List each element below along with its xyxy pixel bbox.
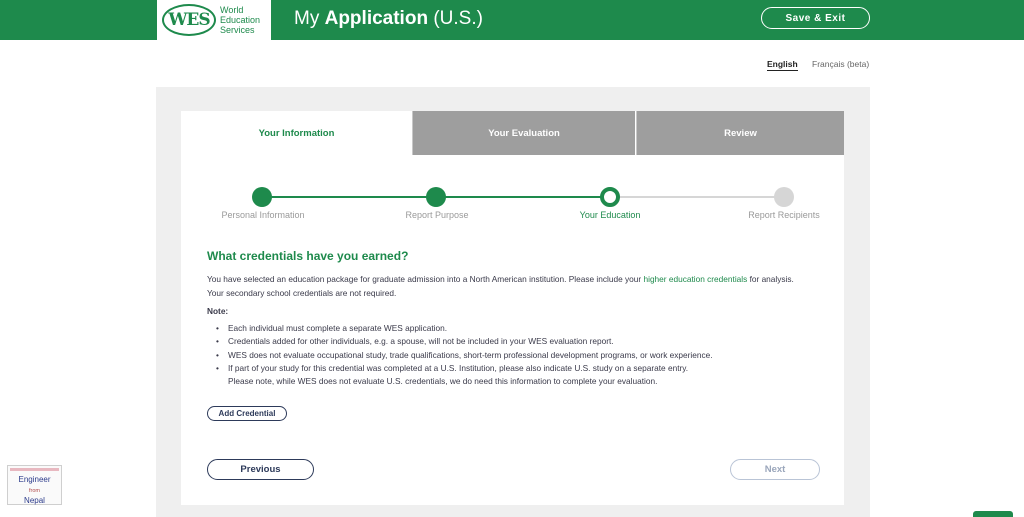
logo-line-1: World bbox=[220, 5, 244, 15]
title-prefix: My bbox=[294, 8, 320, 29]
tab-review[interactable]: Review bbox=[636, 111, 844, 155]
step-dot-report-purpose[interactable] bbox=[426, 187, 446, 207]
tab-your-evaluation[interactable]: Your Evaluation bbox=[412, 111, 635, 155]
top-header bbox=[0, 0, 1024, 40]
list-item: • WES does not evaluate occupational study, trade qualifications, short-term professional development programs, or work experience. bbox=[215, 349, 825, 362]
title-bold: Application bbox=[324, 8, 429, 29]
watermark-line-3: Nepal bbox=[24, 496, 45, 505]
list-item bbox=[215, 362, 825, 389]
previous-button[interactable]: Previous bbox=[207, 459, 314, 480]
tab-your-information[interactable]: Your Information bbox=[181, 111, 412, 155]
step-dot-report-recipients bbox=[774, 187, 794, 207]
logo-line-2: Education bbox=[220, 15, 261, 25]
engineer-from-nepal-watermark bbox=[7, 465, 62, 505]
help-tab[interactable] bbox=[973, 511, 1013, 517]
list-item: • Each individual must complete a separate WES application. bbox=[215, 322, 825, 335]
list-item: • Credentials added for other individuals, e.g. a spouse, will not be included in your WES evaluation report. bbox=[215, 335, 825, 348]
step-label-personal-information[interactable]: Personal Information bbox=[221, 210, 305, 220]
save-exit-button[interactable]: Save & Exit bbox=[761, 7, 870, 29]
title-suffix: (U.S.) bbox=[433, 8, 483, 29]
next-button[interactable]: Next bbox=[730, 459, 820, 480]
list-item-continuation: Please note, while WES does not evaluate U.S. credentials, we do need this information to complete your evaluation. bbox=[228, 376, 658, 387]
intro-paragraph bbox=[207, 273, 827, 300]
intro-text: You have selected an education package for graduate admission into a North American institution. Please include your bbox=[207, 274, 642, 284]
language-french-link[interactable]: Français (beta) bbox=[812, 59, 870, 69]
step-dot-personal-information[interactable] bbox=[252, 187, 272, 207]
higher-education-credentials-link[interactable]: higher education credentials bbox=[643, 274, 748, 284]
wes-logo[interactable] bbox=[157, 0, 271, 40]
application-card bbox=[181, 111, 844, 505]
intro-text-end: for analysis. bbox=[749, 274, 794, 284]
note-label: Note: bbox=[207, 306, 229, 316]
wes-logo-text bbox=[220, 5, 260, 35]
page-title bbox=[294, 8, 483, 30]
step-label-report-purpose[interactable]: Report Purpose bbox=[405, 210, 469, 220]
watermark-line-1: Engineer bbox=[18, 475, 51, 484]
wes-logo-mark: WES bbox=[162, 4, 216, 36]
step-label-your-education[interactable]: Your Education bbox=[579, 210, 641, 220]
step-dot-your-education[interactable] bbox=[600, 187, 620, 207]
section-heading: What credentials have you earned? bbox=[207, 249, 409, 263]
intro-line-2: Your secondary school credentials are not required. bbox=[207, 287, 397, 298]
stepper-remaining-line bbox=[610, 196, 784, 198]
logo-line-3: Services bbox=[220, 25, 255, 35]
notes-list bbox=[215, 322, 825, 388]
list-item-text: If part of your study for this credential was completed at a U.S. Institution, please also indicate U.S. study on a separate entry. bbox=[228, 362, 689, 373]
language-english-link[interactable]: English bbox=[767, 59, 798, 69]
watermark-line-2: from bbox=[29, 488, 40, 494]
step-label-report-recipients: Report Recipients bbox=[748, 210, 820, 220]
add-credential-button[interactable]: Add Credential bbox=[207, 406, 287, 421]
